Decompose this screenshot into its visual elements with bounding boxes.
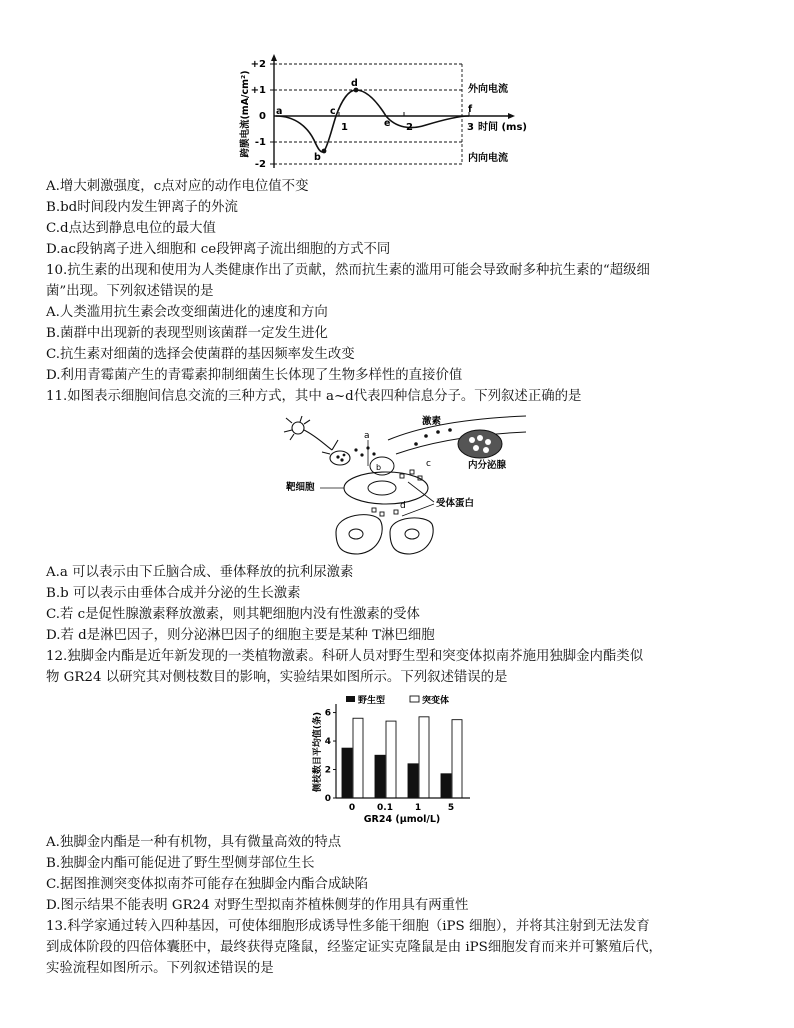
inward-current-label: 内向电流 bbox=[468, 153, 508, 164]
bar-mutant-2 bbox=[419, 717, 429, 798]
q13-stem: 实验流程如图所示。下列叙述错误的是 bbox=[46, 961, 274, 976]
y-tick: +2 bbox=[250, 59, 266, 70]
x-tick: 1 bbox=[341, 122, 348, 133]
q10-option-a: A.人类滥用抗生素会改变细菌进化的速度和方向 bbox=[46, 305, 328, 320]
q10-option-c: C.抗生素对细菌的选择会使菌群的基因频率发生改变 bbox=[46, 347, 355, 362]
y-tick-label: 2 bbox=[324, 765, 331, 776]
point-label: d bbox=[351, 78, 358, 89]
legend-mutant: 突变体 bbox=[422, 696, 450, 706]
y-axis-label: 跨膜电流(mA/cm²) bbox=[240, 70, 251, 158]
q13-stem: 13.科学家通过转入四种基因，可使体细胞形成诱导性多能干细胞（iPS 细胞），并将其注射到无法发育 bbox=[46, 919, 650, 934]
q11-option-c: C.若 c是促性腺激素释放激素，则其靶细胞内没有性激素的受体 bbox=[46, 607, 420, 622]
y-tick: -2 bbox=[254, 159, 266, 170]
molecule-label-b: b bbox=[376, 463, 382, 472]
q9-option-d: D.ac段钠离子进入细胞和 ce段钾离子流出细胞的方式不同 bbox=[46, 242, 391, 257]
q10-option-b: B.菌群中出现新的表现型则该菌群一定发生进化 bbox=[46, 326, 328, 341]
bar-wild-type-0 bbox=[342, 748, 352, 798]
x-axis-label: GR24 (μmol/L) bbox=[363, 814, 441, 825]
y-tick-label: 0 bbox=[324, 794, 331, 804]
cell-signaling-figure bbox=[276, 410, 532, 560]
point-label: a bbox=[276, 106, 283, 117]
bar-mutant-3 bbox=[452, 720, 462, 798]
x-tick: 3 bbox=[467, 122, 474, 133]
q10-stem: 菌”出现。下列叙述错误的是 bbox=[46, 284, 214, 299]
x-tick-label: 0 bbox=[348, 803, 356, 813]
legend-swatch-mutant bbox=[410, 696, 419, 702]
hormone-label: 激素 bbox=[422, 416, 442, 427]
legend-swatch-wild-type bbox=[346, 696, 355, 702]
bar-wild-type-1 bbox=[375, 755, 385, 798]
q10-option-d: D.利用青霉菌产生的青霉素抑制细菌生长体现了生物多样性的直接价值 bbox=[46, 368, 463, 383]
legend-wild-type: 野生型 bbox=[358, 696, 386, 706]
q12-option-d: D.图示结果不能表明 GR24 对野生型拟南芥植株侧芽的作用具有两重性 bbox=[46, 898, 469, 913]
bar-wild-type-2 bbox=[408, 764, 418, 798]
q12-option-a: A.独脚金内酯是一种有机物，具有微量高效的特点 bbox=[46, 835, 342, 850]
q13-stem: 到成体阶段的四倍体囊胚中，最终获得克隆鼠，经鉴定证实克隆鼠是由 iPS细胞发育而来并可繁殖后代， bbox=[46, 940, 662, 955]
y-tick-label: 4 bbox=[324, 737, 331, 748]
current-curve-figure bbox=[236, 50, 536, 178]
bar-wild-type-3 bbox=[441, 774, 451, 798]
q9-option-a: A.增大刺激强度，c点对应的动作电位值不变 bbox=[46, 179, 309, 194]
q9-option-c: C.d点达到静息电位的最大值 bbox=[46, 221, 216, 236]
y-axis-label: 侧枝数目平均值(条) bbox=[313, 711, 323, 793]
point-label: c bbox=[330, 106, 336, 117]
branch-count-bar-chart bbox=[300, 690, 520, 826]
q10-stem: 10.抗生素的出现和使用为人类健康作出了贡献，然而抗生素的滥用可能会导致耐多种抗生素的“超级细 bbox=[46, 263, 650, 278]
q12-option-b: B.独脚金内酯可能促进了野生型侧芽部位生长 bbox=[46, 856, 315, 871]
x-tick-label: 1 bbox=[414, 803, 422, 813]
endocrine-gland-label: 内分泌腺 bbox=[468, 460, 507, 471]
outward-current-label: 外向电流 bbox=[468, 84, 508, 95]
x-tick-label: 5 bbox=[447, 803, 455, 813]
x-axis-label: 时间 (ms) bbox=[478, 122, 527, 133]
x-tick: 2 bbox=[406, 122, 413, 133]
q11-stem: 11.如图表示细胞间信息交流的三种方式，其中 a~d代表四种信息分子。下列叙述正确的是 bbox=[46, 389, 582, 404]
current-curve bbox=[276, 90, 469, 152]
y-tick: 0 bbox=[259, 111, 266, 122]
point-label: b bbox=[314, 152, 321, 163]
molecule-label-c: c bbox=[426, 459, 431, 469]
bar-mutant-1 bbox=[386, 721, 396, 798]
q9-option-b: B.bd时间段内发生钾离子的外流 bbox=[46, 200, 238, 215]
q11-option-d: D.若 d是淋巴因子，则分泌淋巴因子的细胞主要是某种 T淋巴细胞 bbox=[46, 628, 435, 643]
molecule-label-d: d bbox=[400, 501, 406, 511]
y-tick: +1 bbox=[250, 85, 266, 96]
q12-stem: 12.独脚金内酯是近年新发现的一类植物激素。科研人员对野生型和突变体拟南芥施用独脚金内酯类似 bbox=[46, 649, 644, 664]
x-tick-label: 0.1 bbox=[377, 803, 393, 813]
bar-mutant-0 bbox=[353, 718, 363, 798]
receptor-label: 受体蛋白 bbox=[436, 498, 475, 509]
y-tick-label: 6 bbox=[324, 708, 331, 719]
q11-option-b: B.b 可以表示由垂体合成并分泌的生长激素 bbox=[46, 586, 301, 601]
y-tick: -1 bbox=[254, 137, 266, 148]
q11-option-a: A.a 可以表示由下丘脑合成、垂体释放的抗利尿激素 bbox=[46, 565, 354, 580]
target-cell-label: 靶细胞 bbox=[286, 482, 315, 493]
q12-stem: 物 GR24 以研究其对侧枝数目的影响，实验结果如图所示。下列叙述错误的是 bbox=[46, 670, 508, 685]
molecule-label-a: a bbox=[364, 431, 370, 441]
q12-option-c: C.据图推测突变体拟南芥可能存在独脚金内酯合成缺陷 bbox=[46, 877, 369, 892]
point-label: f bbox=[468, 104, 473, 115]
point-label: e bbox=[384, 118, 391, 129]
